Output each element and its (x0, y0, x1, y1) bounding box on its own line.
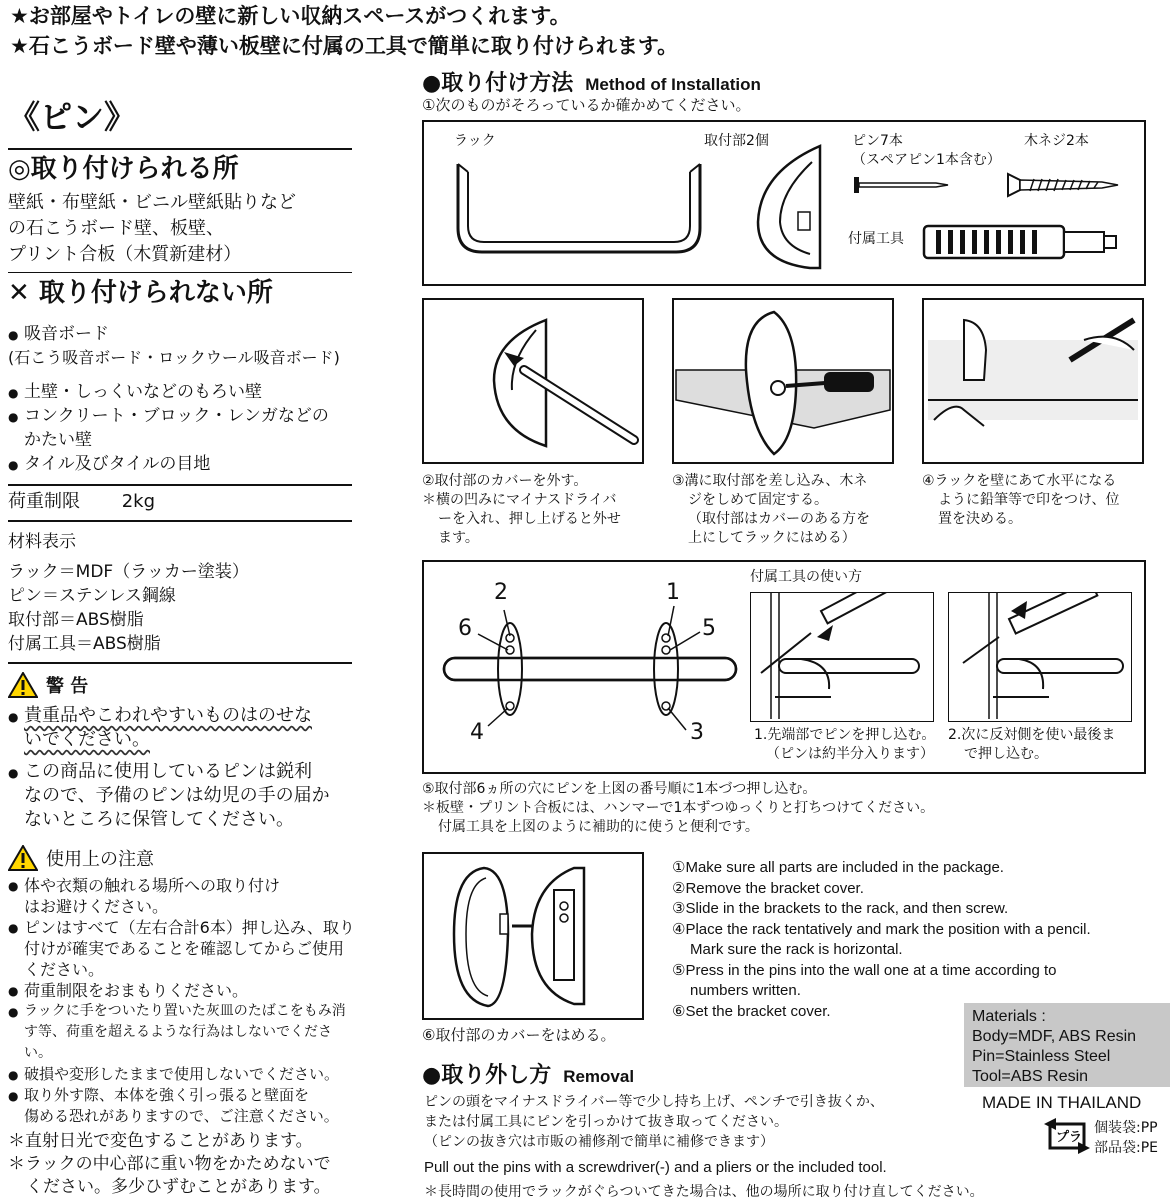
divider (8, 484, 352, 486)
part-pin-label: ピン7本 (852, 133, 903, 149)
part-pin-sub: （スペアピン1本含む） (852, 152, 1001, 168)
tool-push-icon (949, 593, 1129, 719)
english-instructions: ①Make sure all parts are included in the package. ②Remove the bracket cover. ③Slide in the brackets to the rack, and then screw. ④Place the rack tentatively and mark the position with a pencil. Mark sure the rack is horizontal. ⑤Press in the pins into the wall one at a time according to numbers written. ⑥Set the bracket cover. (672, 859, 1091, 1020)
part-tool-label: 付属工具 (848, 231, 904, 247)
divider (8, 662, 352, 664)
pin-number: 3 (690, 720, 704, 745)
tool-icon (922, 222, 1122, 262)
material-line: 付属工具＝ABS樹脂 (8, 634, 161, 654)
load-label: 荷重制限 (8, 491, 80, 512)
left-column (8, 95, 356, 139)
cannot-install-list-2 (8, 380, 356, 476)
divider (8, 148, 352, 150)
bracket-cover-icon (424, 300, 642, 462)
note-line: ＊直射日光で変色することがあります。 (8, 1131, 313, 1151)
header-line-2: ★石こうボード壁や薄い板壁に付属の工具で簡単に取り付けられます。 (10, 34, 679, 58)
pin-number: 5 (702, 616, 716, 641)
parts-box (422, 120, 1146, 286)
list-item: ● 荷重制限をおまもりください。 (8, 980, 356, 1001)
step-5-text: ⑤取付部6ヵ所の穴にピンを上図の番号順に1本づつ押し込む。 ＊板壁・プリント合板には、ハンマーで1本ずつゆっくりと打ちつけてください。 付属工具を上図のように補助的に使うと便利です。 (422, 781, 935, 835)
pin-icon (852, 174, 952, 196)
materials-jp (8, 530, 356, 656)
pin-number: 4 (470, 720, 484, 745)
install-title-en: Method of Installation (585, 75, 761, 94)
cannot-sub: (石こう吸音ボード・ロックウール吸音ボード) (8, 348, 340, 367)
load-limit (8, 490, 356, 514)
warning-list (8, 704, 356, 832)
list-item: ● 土壁・しっくいなどのもろい壁 (8, 380, 356, 404)
cannot-install-title: ✕ 取り付けられない所 (8, 278, 273, 308)
part-rack-label: ラック (454, 133, 496, 149)
screwdriver-icon (674, 300, 892, 462)
caution-list (8, 875, 356, 1127)
cannot-install-list (8, 322, 356, 346)
recycle-mark: プラ (1056, 1130, 1083, 1145)
recycle-icon (1044, 1116, 1092, 1156)
pin-number: 1 (666, 580, 680, 605)
warning-icon (8, 845, 38, 871)
warning-section (8, 672, 356, 832)
list-item: ● ピンはすべて（左右合計6本）押し込み、取り 付けが確実であることを確認してからご使用 ください。 (8, 917, 356, 980)
rack-illustration (454, 158, 704, 258)
header-line-1: ★お部屋やトイレの壁に新しい収納スペースがつくれます。 (10, 4, 571, 28)
can-install-section (8, 152, 356, 268)
removal-title: ●取り外し方 Removal (422, 1063, 635, 1088)
part-screw-label: 木ネジ2本 (1024, 133, 1089, 149)
pin-number: 6 (458, 616, 472, 641)
tool-push-icon (751, 593, 931, 719)
load-value: 2kg (121, 491, 156, 512)
recycle-labels: 個装袋:PP 部品袋:PE (1094, 1120, 1159, 1156)
screw-icon (1006, 170, 1121, 200)
list-item: ● 貴重品やこわれやすいものはのせな いでください。 (8, 704, 356, 752)
warning-title: 警 告 (46, 676, 89, 697)
list-item: ● タイル及びタイルの目地 (8, 452, 356, 476)
step-1-text: ①次のものがそろっているか確かめてください。 (422, 96, 751, 114)
bracket-cover-set-icon (424, 854, 642, 1018)
pin-number: 2 (494, 580, 508, 605)
material-line: 取付部＝ABS樹脂 (8, 610, 144, 630)
divider (8, 520, 352, 522)
pin-order-box (422, 560, 1146, 774)
step-2-text: ②取付部のカバーを外す。 ＊横の凹みにマイナスドライバ ーを入れ、押し上げると外せ ます。 (422, 473, 621, 546)
removal-text: ピンの頭をマイナスドライバー等で少し持ち上げ、ペンチで引き抜くか、 または付属工具にピンを引っかけて抜き取ってください。 （ピンの抜き穴は市販の補修剤で簡単に補修できます） Pull out the pins with a screwdriver(-) and a pliers or the included tool. ＊長時間の使用でラックがぐらついてきた場合は、他の場所に取り付け直してください。 (424, 1094, 984, 1200)
can-install-list (8, 190, 356, 268)
pin-title: 《ピン》 (8, 98, 137, 136)
list-item: ● 破損や変形したままで使用しないでください。 (8, 1064, 356, 1085)
step-4-text: ④ラックを壁にあて水平になる ように鉛筆等で印をつけ、位 置を決める。 (922, 473, 1120, 527)
cannot-install-section (8, 276, 356, 476)
material-line: ラック＝MDF（ラッカー塗装） (8, 562, 249, 582)
can-line: プリント合板（木質新建材） (8, 244, 242, 265)
tool-step-1-text: 1.先端部でピンを押し込む。 （ピンは約半分入ります） (754, 727, 936, 762)
caution-title: 使用上の注意 (46, 849, 154, 870)
bracket-icon (750, 142, 830, 272)
list-item: ● この商品に使用しているピンは鋭利 なので、予備のピンは幼児の手の届か ないところに保管してください。 (8, 760, 356, 832)
tool-usage-title: 付属工具の使い方 (750, 569, 862, 585)
tool-step-2-text: 2.次に反対側を使い最後ま で押し込む。 (948, 727, 1116, 762)
step-2-illustration (422, 298, 644, 464)
part-bracket-label: 取付部2個 (704, 133, 769, 149)
step-6-illustration (422, 852, 644, 1020)
list-item: ● コンクリート・ブロック・レンガなどの かたい壁 (8, 404, 356, 452)
made-in-label: MADE IN THAILAND (982, 1093, 1142, 1112)
materials-title: 材料表示 (8, 532, 76, 552)
can-line: の石こうボード壁、板壁、 (8, 218, 224, 239)
tool-step-1-illustration (750, 592, 934, 722)
notes (8, 1130, 356, 1199)
removal-title-en: Removal (563, 1067, 635, 1086)
pencil-icon (924, 300, 1142, 462)
divider (8, 272, 352, 273)
material-line: ピン＝ステンレス鋼線 (8, 586, 176, 606)
step-3-text: ③溝に取付部を差し込み、木ネ ジをしめて固定する。 （取付部はカバーのある方を 上にしてラックにはめる） (672, 473, 870, 546)
warning-icon (8, 672, 38, 698)
list-item: ● 体や衣類の触れる場所への取り付け はお避けください。 (8, 875, 356, 917)
can-line: 壁紙・布壁紙・ビニル壁紙貼りなど (8, 192, 296, 213)
step-6-text: ⑥取付部のカバーをはめる。 (422, 1026, 616, 1044)
list-item: ● 取り外す際、本体を強く引っ張ると壁面を 傷める恐れがありますので、ご注意ください。 (8, 1085, 356, 1127)
step-4-illustration (922, 298, 1144, 464)
install-title: ●取り付け方法 Method of Installation (422, 71, 761, 96)
list-item: ● 吸音ボード (8, 322, 356, 346)
note-line: ＊ラックの中心部に重い物をかためないで (8, 1154, 331, 1174)
tool-step-2-illustration (948, 592, 1132, 722)
caution-section (8, 845, 356, 1127)
can-install-title: ◎取り付けられる所 (8, 154, 239, 184)
note-line: ください。多少ひずむことがあります。 (26, 1177, 331, 1197)
materials-en-box: Materials : Body=MDF, ABS Resin Pin=Stainless Steel Tool=ABS Resin (964, 1003, 1170, 1087)
step-3-illustration (672, 298, 894, 464)
list-item: ● ラックに手をついたり置いた灰皿のたばこをもみ消 す等、荷重を超えるような行為はしないでください。 (8, 1001, 356, 1064)
